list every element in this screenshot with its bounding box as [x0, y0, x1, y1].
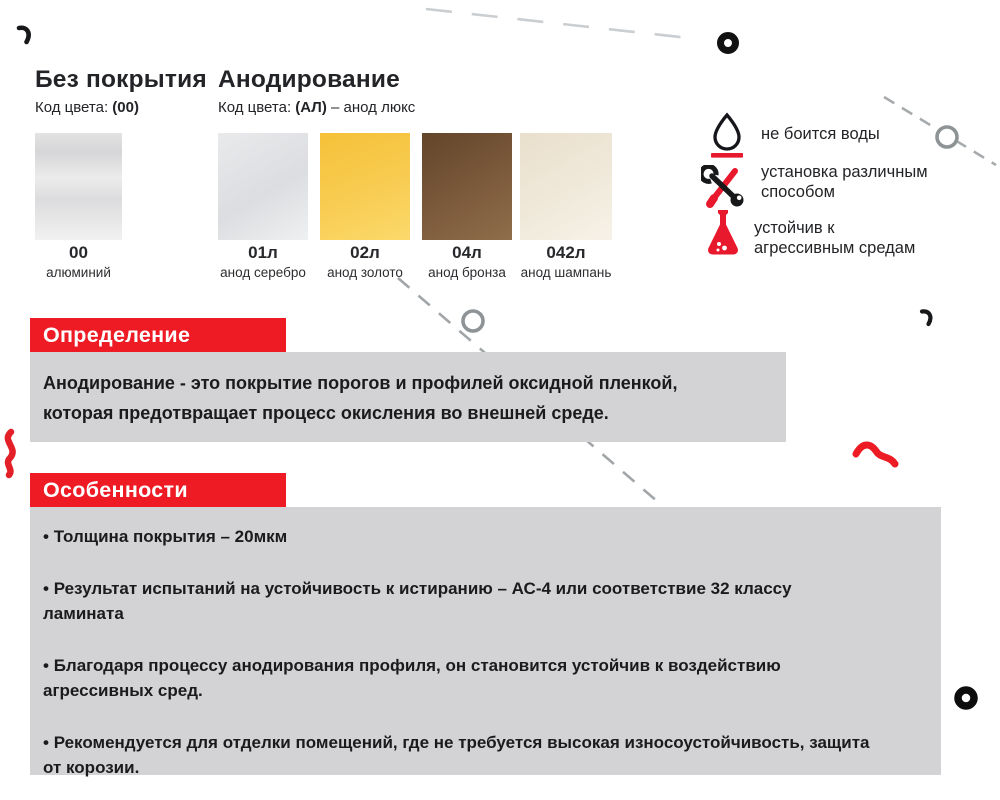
- uncoated-title: Без покрытия: [35, 66, 207, 93]
- swatch-anod-silver: [218, 133, 308, 240]
- anodizing-color-code: Код цвета: (АЛ) – анод люкс: [218, 99, 416, 116]
- water-drop-icon: [710, 112, 744, 163]
- squiggle-left-icon: [0, 428, 30, 480]
- uncoated-color-code: Код цвета: (00): [35, 99, 139, 116]
- swatch-anod-gold: [320, 133, 410, 240]
- swatch-label-aluminum: 00 алюминий: [46, 243, 111, 280]
- feature-item: • Рекомендуется для отделки помещений, где не требуется высокая износоустойчивость, защита от корозии.: [43, 730, 873, 781]
- definition-title: Определение: [43, 322, 191, 347]
- swatch-anod-champagne: [520, 133, 612, 240]
- dashed-line-top-icon: [420, 0, 755, 62]
- benefit-aggressive-media: устойчив к агрессивным средам: [754, 219, 916, 258]
- benefit-water: не боится воды: [761, 125, 880, 143]
- feature-item: • Результат испытаний на устойчивость к истиранию – АС-4 или соответствие 32 классу ламината: [43, 576, 873, 627]
- arc-mark-right-icon: [918, 308, 938, 330]
- squiggle-right-icon: [850, 438, 902, 476]
- features-header: [30, 473, 286, 507]
- arc-mark-top-left-icon: [14, 24, 36, 48]
- anodizing-title: Анодирование: [218, 66, 400, 93]
- features-list: [30, 507, 941, 781]
- swatch-label-anod-silver: 01л анод серебро: [220, 243, 306, 280]
- swatch-label-anod-bronze: 04л анод бронза: [428, 243, 506, 280]
- definition-header: [30, 318, 286, 352]
- donut-bottom-right-icon: [952, 684, 980, 712]
- swatch-aluminum: [35, 133, 122, 240]
- features-title: Особенности: [43, 477, 188, 502]
- feature-item: • Благодаря процессу анодирования профиля, он становится устойчив к воздействию агрессивных сред.: [43, 653, 873, 704]
- swatch-label-anod-champagne: 042л анод шампань: [520, 243, 612, 280]
- flask-icon: [705, 208, 741, 261]
- definition-body: Анодирование - это покрытие порогов и профилей оксидной пленкой, которая предотвращает процесс окисления во внешней среде.: [43, 373, 678, 423]
- definition-panel: [30, 352, 786, 442]
- swatch-anod-bronze: [422, 133, 512, 240]
- swatch-label-anod-gold: 02л анод золото: [327, 243, 403, 280]
- features-panel: [30, 507, 941, 775]
- anodizing-header: [218, 66, 415, 116]
- uncoated-header: [35, 66, 207, 116]
- benefit-installation: установка различным способом: [761, 163, 928, 202]
- feature-item: • Толщина покрытия – 20мкм: [43, 524, 873, 550]
